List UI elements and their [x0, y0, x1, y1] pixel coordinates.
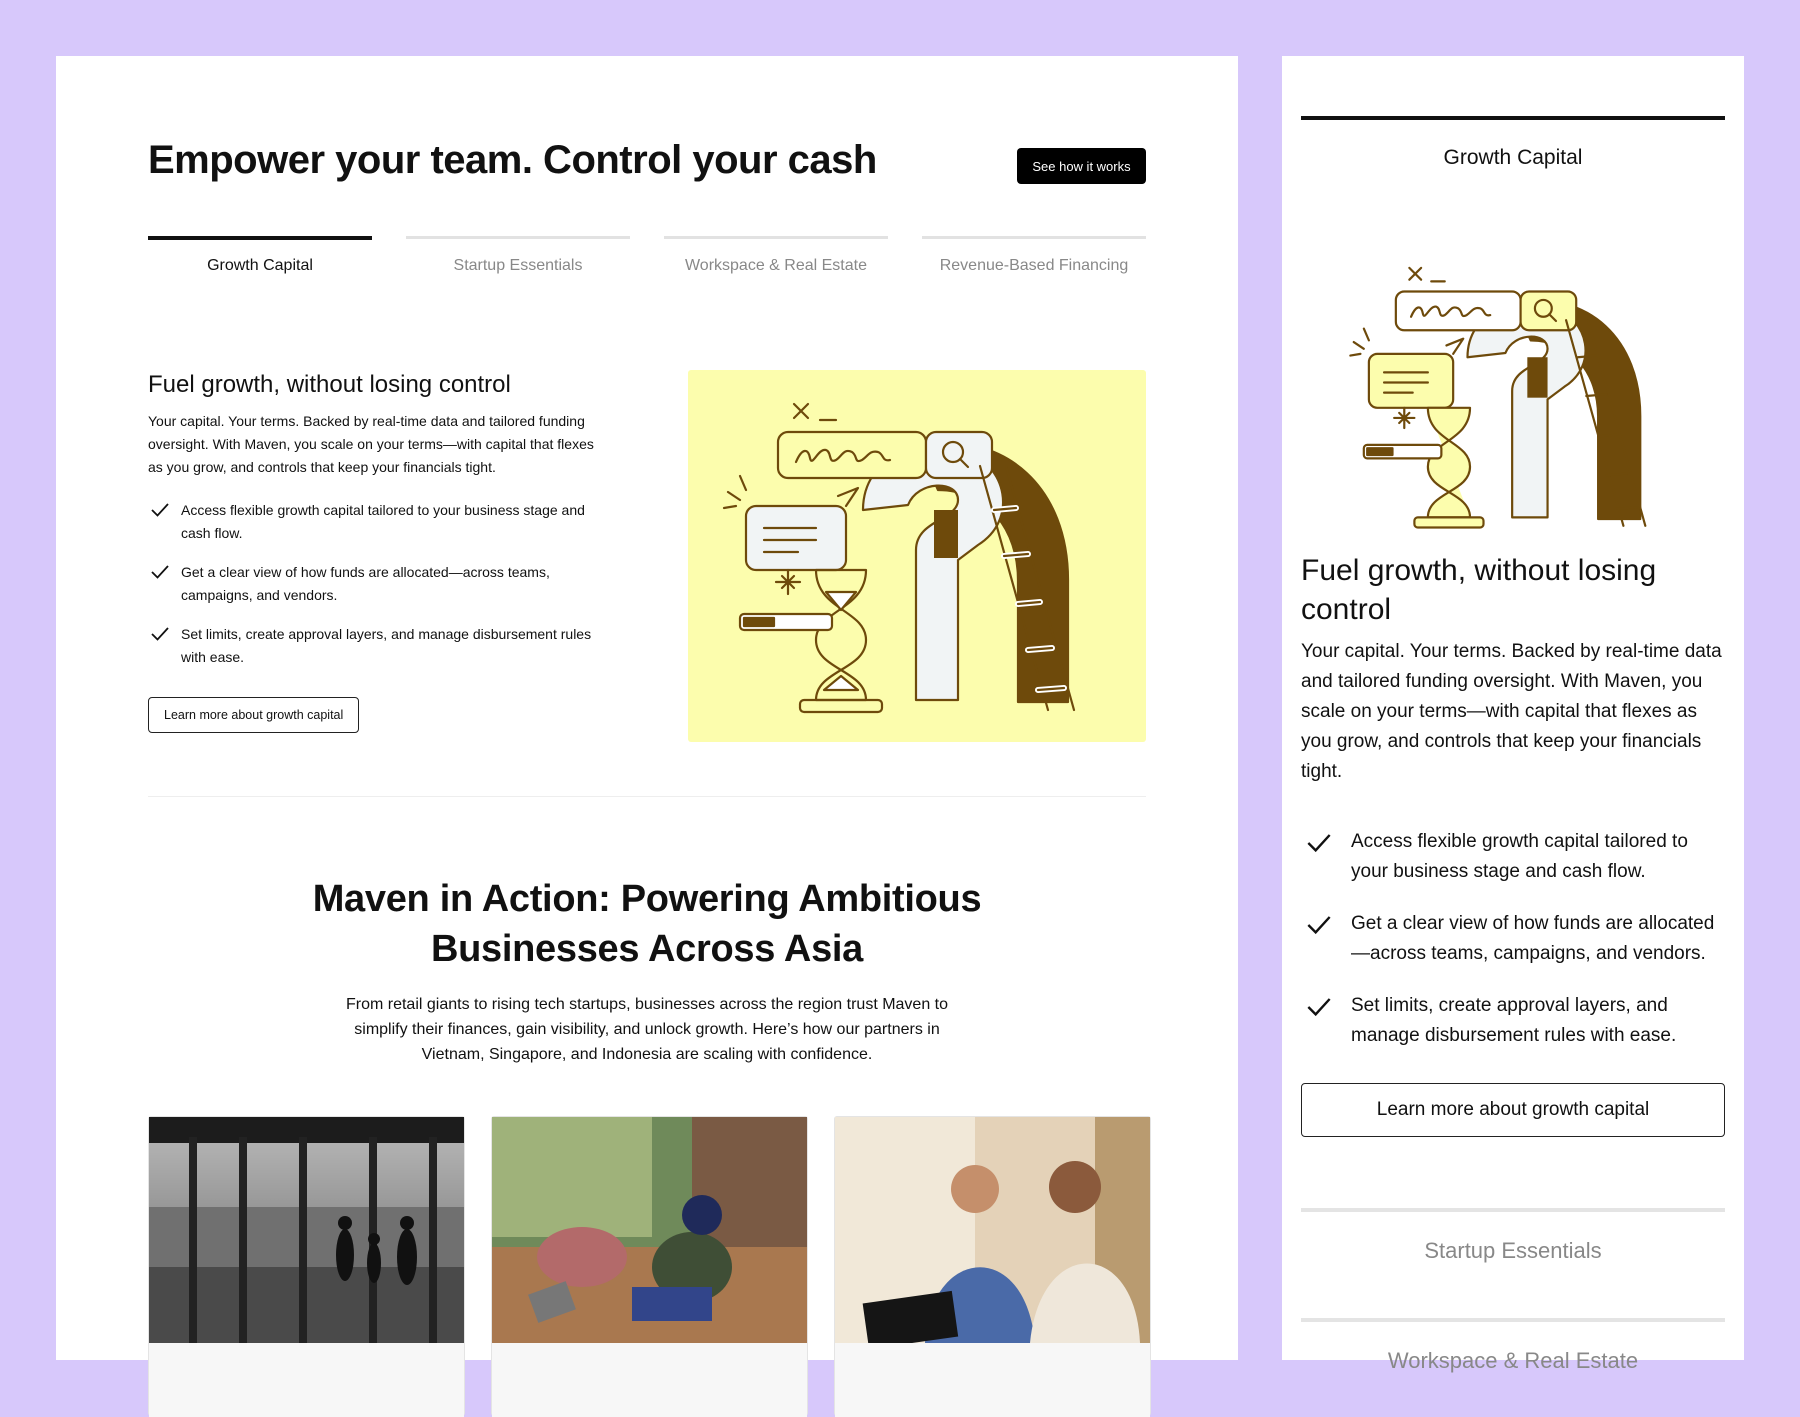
case-study-card[interactable]	[834, 1116, 1151, 1416]
checklist-item	[148, 561, 608, 607]
checklist-item-text: Set limits, create approval layers, and manage disbursement rules with ease.	[1351, 995, 1677, 1046]
feature-checklist	[148, 499, 608, 669]
checklist-item	[1301, 991, 1725, 1051]
feature-description: Your capital. Your terms. Backed by real-time data and tailored funding oversight. With Maven, you scale on your terms—with capital that flexes as you grow, and controls that keep your financials tight.	[148, 413, 594, 475]
question-mark-ladder-illustration	[688, 370, 1146, 742]
mobile-tab-workspace-real-estate[interactable]: Workspace & Real Estate	[1301, 1318, 1725, 1374]
mobile-learn-more-growth-capital-button[interactable]: Learn more about growth capital	[1301, 1083, 1725, 1137]
learn-more-growth-capital-button[interactable]: Learn more about growth capital	[148, 697, 359, 733]
showcase-title: Maven in Action: Powering Ambitious Businesses Across Asia	[312, 878, 982, 970]
checkmark-icon	[150, 563, 170, 581]
checklist-item-text: Get a clear view of how funds are allocated—across teams, campaigns, and vendors.	[1351, 913, 1715, 964]
section-divider	[148, 796, 1146, 797]
case-study-cards	[148, 1116, 1146, 1416]
checklist-item-text: Access flexible growth capital tailored to your business stage and cash flow.	[181, 502, 585, 541]
tab-workspace-real-estate[interactable]: Workspace & Real Estate	[664, 236, 888, 296]
showcase-description: From retail giants to rising tech startups, businesses across the region trust Maven to simplify their finances, gain visibility, and unlock growth. Here’s how our partners in Vietnam, Singapore, and Indonesia are scaling with confidence.	[345, 996, 949, 1063]
checkmark-icon	[1305, 995, 1333, 1019]
office-skyline-photo	[149, 1117, 464, 1417]
tab-startup-essentials[interactable]: Startup Essentials	[406, 236, 630, 296]
feature-title: Fuel growth, without losing control	[148, 371, 511, 398]
checkmark-icon	[1305, 831, 1333, 855]
case-study-card[interactable]	[491, 1116, 808, 1416]
tab-bar	[148, 236, 1146, 296]
case-study-card[interactable]	[148, 1116, 465, 1416]
checkmark-icon	[150, 501, 170, 519]
checklist-item	[1301, 909, 1725, 969]
desktop-page	[56, 56, 1238, 1360]
mobile-feature-checklist	[1301, 827, 1725, 1051]
mobile-feature-title: Fuel growth, without losing control	[1301, 554, 1657, 626]
mobile-growth-capital-illustration	[1320, 228, 1706, 564]
mobile-tab-startup-essentials[interactable]: Startup Essentials	[1301, 1208, 1725, 1264]
mobile-tab-growth-capital[interactable]: Growth Capital	[1301, 116, 1725, 170]
checkmark-icon	[150, 625, 170, 643]
feature-panel	[148, 370, 608, 733]
checklist-item-text: Access flexible growth capital tailored to your business stage and cash flow.	[1351, 831, 1688, 882]
checklist-item-text: Get a clear view of how funds are allocated—across teams, campaigns, and vendors.	[181, 564, 550, 603]
page-title: Empower your team. Control your cash	[148, 138, 877, 182]
question-mark-ladder-illustration	[1320, 228, 1706, 564]
tab-revenue-based-financing[interactable]: Revenue-Based Financing	[922, 236, 1146, 296]
checklist-item-text: Set limits, create approval layers, and manage disbursement rules with ease.	[181, 626, 592, 665]
checklist-item	[1301, 827, 1725, 887]
woman-laptop-couch-photo	[492, 1117, 807, 1417]
growth-capital-illustration	[688, 370, 1146, 742]
page-header	[148, 136, 1146, 186]
mobile-page	[1282, 56, 1744, 1373]
business-meeting-photo	[835, 1117, 1150, 1417]
see-how-it-works-button[interactable]: See how it works	[1017, 148, 1146, 184]
mobile-feature-description: Your capital. Your terms. Backed by real-time data and tailored funding oversight. With Maven, you scale on your terms—with capital that flexes as you grow, and controls that keep your financials tight.	[1301, 641, 1722, 782]
mobile-feature-panel	[1301, 551, 1725, 1137]
checklist-item	[148, 623, 608, 669]
tab-growth-capital[interactable]: Growth Capital	[148, 236, 372, 296]
checkmark-icon	[1305, 913, 1333, 937]
checklist-item	[148, 499, 608, 545]
